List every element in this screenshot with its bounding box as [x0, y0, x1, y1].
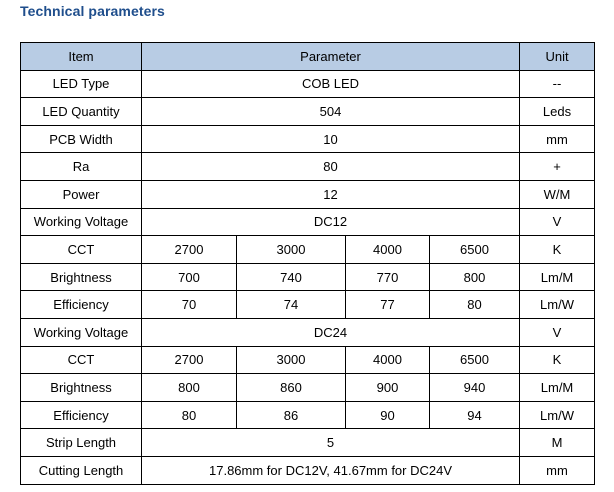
row-value-cell: 94	[430, 401, 520, 429]
row-item: CCT	[21, 236, 142, 264]
table-row	[21, 98, 595, 126]
row-unit: M	[520, 429, 595, 457]
header-parameter: Parameter	[142, 43, 520, 71]
row-item: Working Voltage	[21, 318, 142, 346]
table-row	[21, 208, 595, 236]
row-unit: Lm/W	[520, 291, 595, 319]
row-item: Efficiency	[21, 401, 142, 429]
table-row	[21, 263, 595, 291]
row-value-cell: 77	[346, 291, 430, 319]
row-value-cell: 80	[430, 291, 520, 319]
row-value-cell: 800	[430, 263, 520, 291]
table-row	[21, 401, 595, 429]
row-value: 10	[142, 125, 520, 153]
row-unit: V	[520, 318, 595, 346]
row-item: Cutting Length	[21, 456, 142, 484]
row-item: Working Voltage	[21, 208, 142, 236]
row-unit: --	[520, 70, 595, 98]
table-row	[21, 125, 595, 153]
row-item: LED Type	[21, 70, 142, 98]
row-value-cell: 2700	[142, 236, 237, 264]
row-value-cell: 770	[346, 263, 430, 291]
table-row	[21, 291, 595, 319]
row-value-cell: 90	[346, 401, 430, 429]
row-item: LED Quantity	[21, 98, 142, 126]
row-value: 80	[142, 153, 520, 181]
row-unit: Lm/M	[520, 263, 595, 291]
header-item: Item	[21, 43, 142, 71]
table-row	[21, 70, 595, 98]
row-value-cell: 70	[142, 291, 237, 319]
row-value-cell: 3000	[237, 236, 346, 264]
row-unit: Leds	[520, 98, 595, 126]
row-value: DC12	[142, 208, 520, 236]
row-value-cell: 940	[430, 374, 520, 402]
table-row	[21, 153, 595, 181]
table-row	[21, 180, 595, 208]
row-value-cell: 80	[142, 401, 237, 429]
row-value-cell: 800	[142, 374, 237, 402]
row-item: PCB Width	[21, 125, 142, 153]
row-value: 504	[142, 98, 520, 126]
row-unit: Lm/W	[520, 401, 595, 429]
row-value: 17.86mm for DC12V, 41.67mm for DC24V	[142, 456, 520, 484]
row-unit: Lm/M	[520, 374, 595, 402]
table-row	[21, 456, 595, 484]
row-value: 12	[142, 180, 520, 208]
table-row	[21, 346, 595, 374]
row-item: Strip Length	[21, 429, 142, 457]
row-value: COB LED	[142, 70, 520, 98]
row-unit: K	[520, 236, 595, 264]
row-value-cell: 900	[346, 374, 430, 402]
table-row	[21, 429, 595, 457]
table-row	[21, 318, 595, 346]
row-item: Power	[21, 180, 142, 208]
row-value-cell: 6500	[430, 346, 520, 374]
row-unit: V	[520, 208, 595, 236]
technical-parameters-table	[20, 42, 595, 485]
row-value-cell: 86	[237, 401, 346, 429]
row-value-cell: 6500	[430, 236, 520, 264]
row-unit: W/M	[520, 180, 595, 208]
row-value-cell: 4000	[346, 346, 430, 374]
row-unit: K	[520, 346, 595, 374]
row-unit: +	[520, 153, 595, 181]
row-value-cell: 740	[237, 263, 346, 291]
row-item: Efficiency	[21, 291, 142, 319]
table-row	[21, 374, 595, 402]
table-row	[21, 236, 595, 264]
row-value-cell: 700	[142, 263, 237, 291]
row-value-cell: 860	[237, 374, 346, 402]
row-unit: mm	[520, 125, 595, 153]
row-item: Brightness	[21, 374, 142, 402]
row-value-cell: 74	[237, 291, 346, 319]
row-unit: mm	[520, 456, 595, 484]
row-value: 5	[142, 429, 520, 457]
row-value-cell: 2700	[142, 346, 237, 374]
row-value-cell: 4000	[346, 236, 430, 264]
row-value-cell: 3000	[237, 346, 346, 374]
header-unit: Unit	[520, 43, 595, 71]
row-item: Ra	[21, 153, 142, 181]
table-header-row	[21, 43, 595, 71]
page-title: Technical parameters	[20, 3, 165, 19]
row-item: CCT	[21, 346, 142, 374]
row-item: Brightness	[21, 263, 142, 291]
row-value: DC24	[142, 318, 520, 346]
